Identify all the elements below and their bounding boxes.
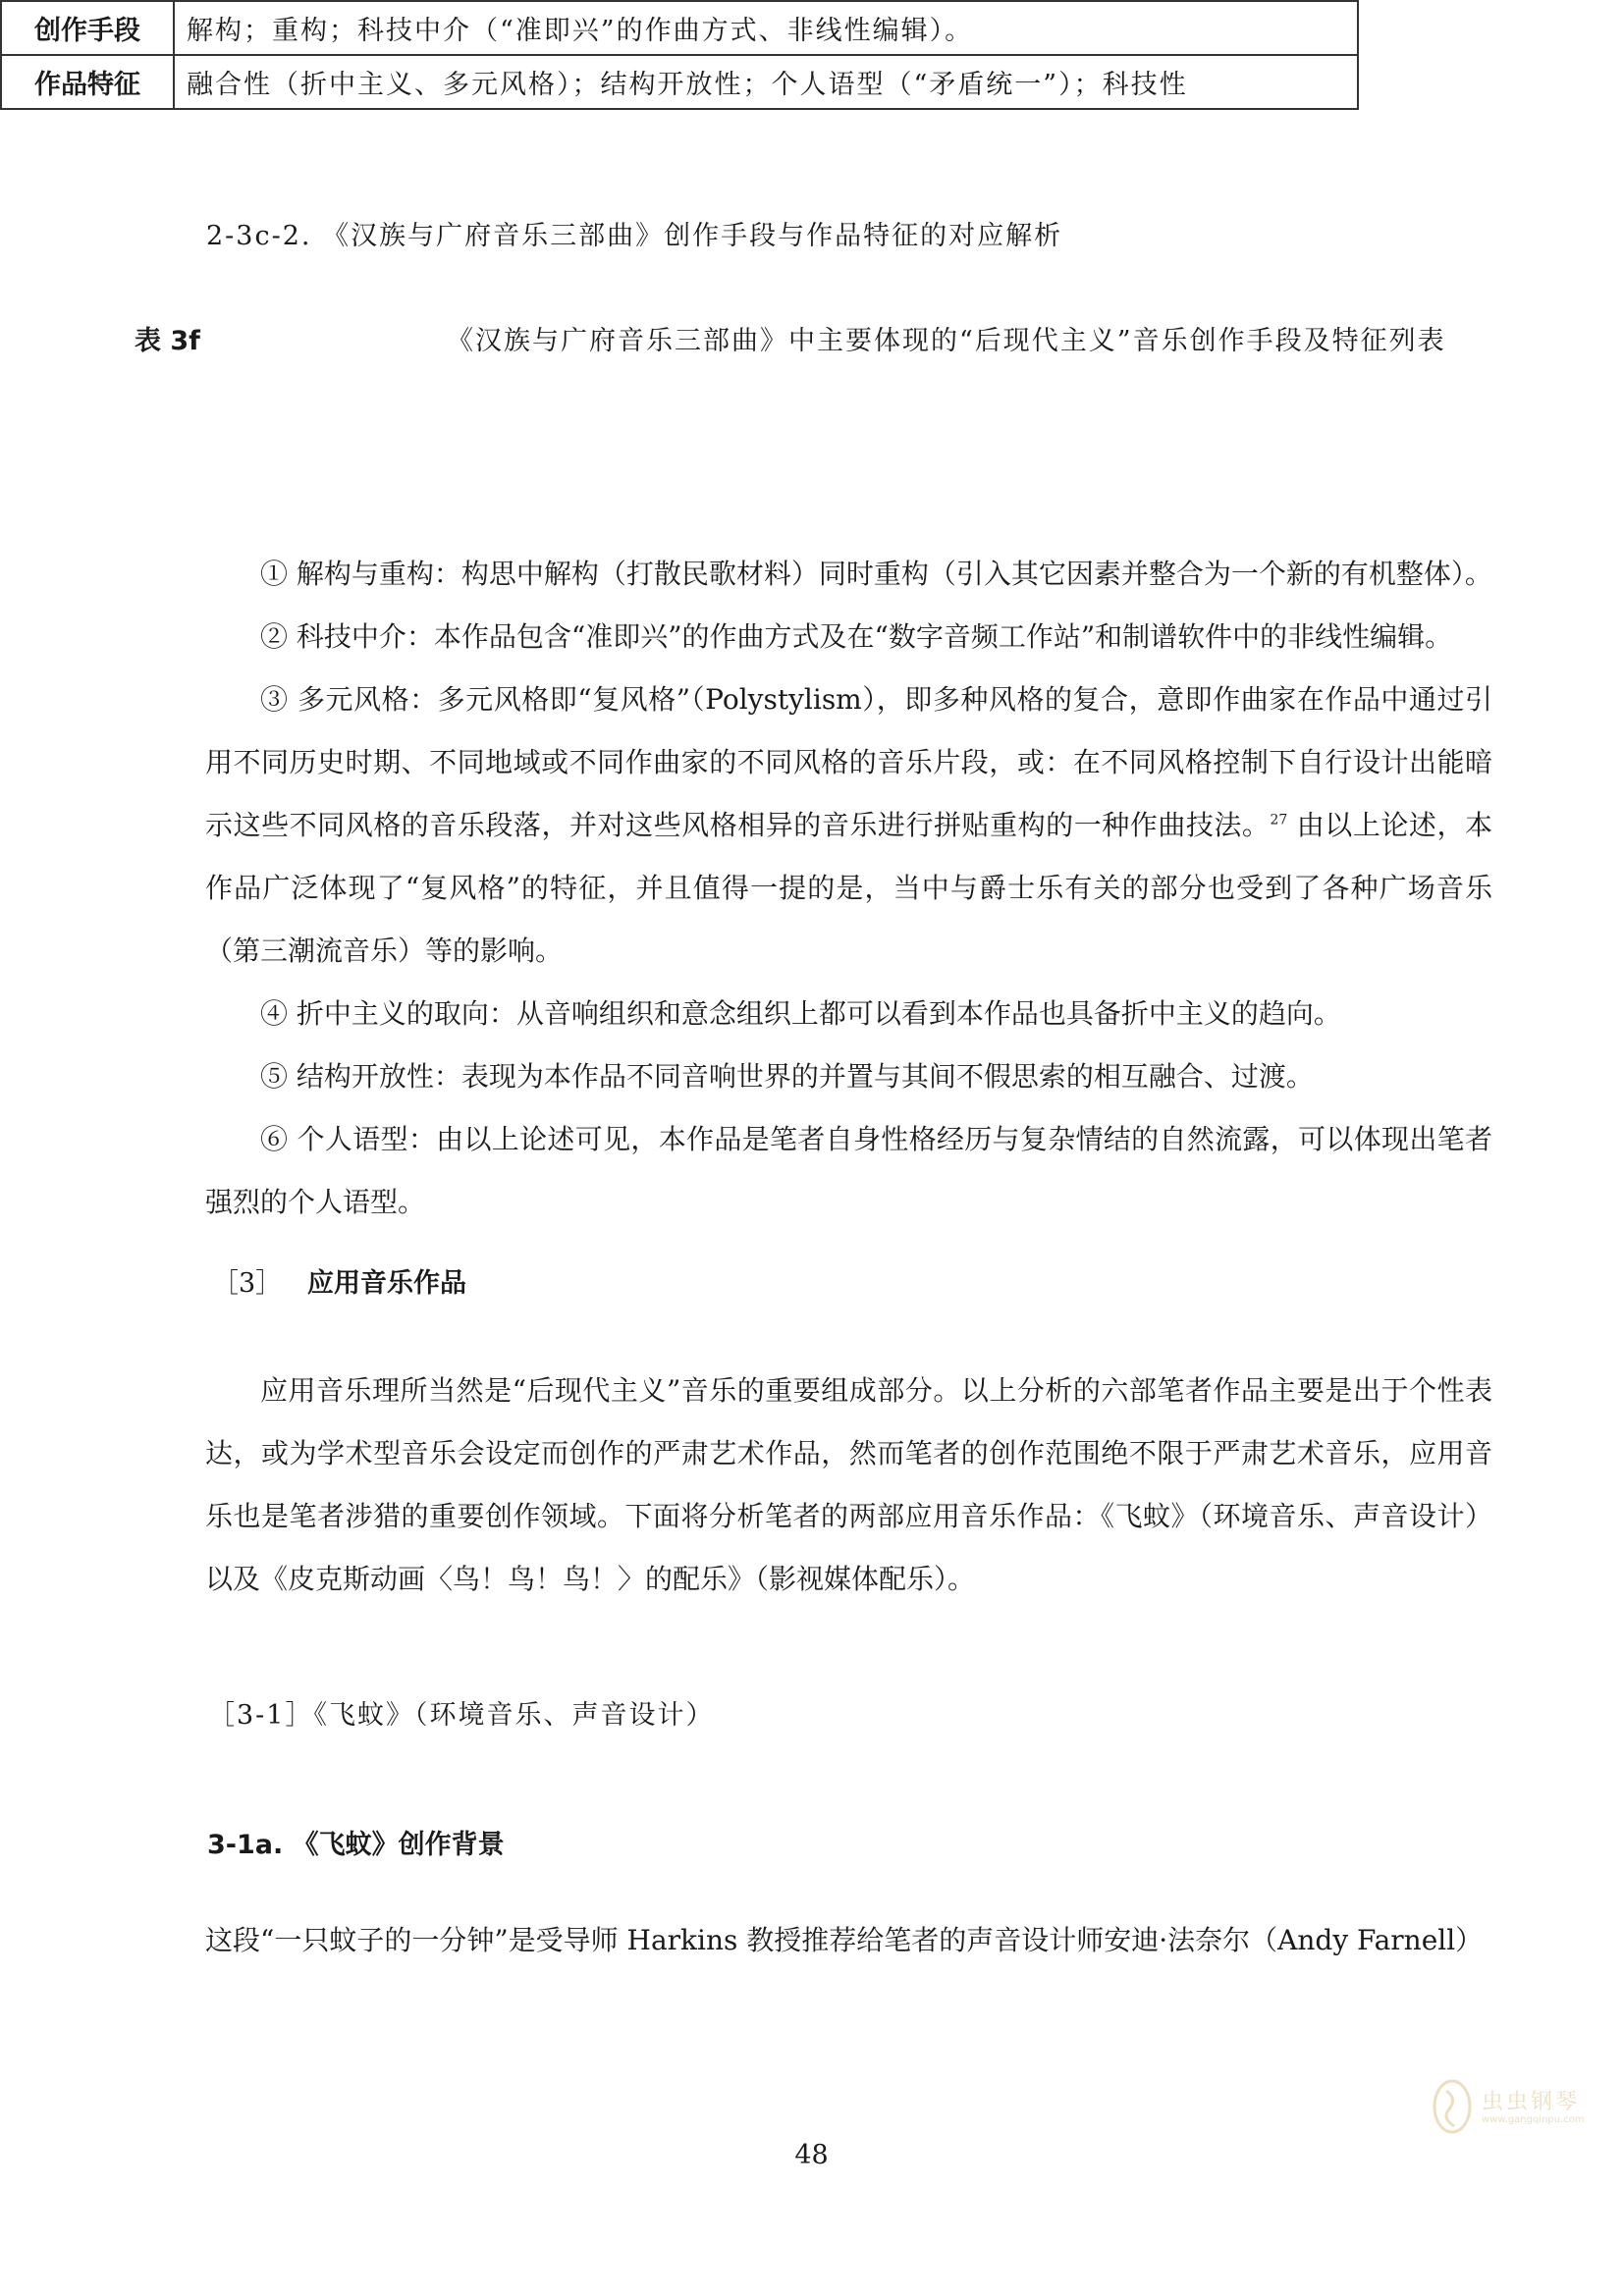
section-3-paragraph: 应用音乐理所当然是“后现代主义”音乐的重要组成部分。以上分析的六部笔者作品主要是出于个性表达，或为学术型音乐会设定而创作的严肃艺术作品，然而笔者的创作范围绝不限于严肃艺术音乐，应用音乐也是笔者涉猎的重要创作领域。下面将分析笔者的两部应用音乐作品：《飞蚊》（环境音乐、声音设计）以及《皮克斯动画〈鸟！鸟！鸟！〉的配乐》（影视媒体配乐）。	[205, 1374, 1492, 1595]
table-row-content: 融合性（折中主义、多元风格）；结构开放性；个人语型（“矛盾统一”）；科技性	[174, 55, 1358, 109]
section-3-title: 应用音乐作品	[307, 1268, 466, 1299]
section-3-label: ［3］	[212, 1268, 283, 1299]
points-list	[205, 543, 1492, 1234]
section-3-1a-paragraph: 这段“一只蚊子的一分钟”是受导师 Harkins 教授推荐给笔者的声音设计师安迪·法奈尔（Andy Farnell）	[205, 1924, 1484, 1956]
footnote-ref[interactable]: 27	[1270, 812, 1288, 828]
table-caption-label: 表 3f	[135, 326, 200, 356]
piano-logo-icon	[1429, 2077, 1476, 2136]
section-heading: 2-3c-2. 《汉族与广府音乐三部曲》创作手段与作品特征的对应解析	[206, 221, 1063, 251]
watermark-url: www.gangqinpu.com	[1482, 2114, 1585, 2125]
watermark-logo	[1429, 2071, 1605, 2150]
page-number: 48	[794, 2140, 829, 2170]
watermark-text: 虫虫钢琴	[1482, 2090, 1581, 2114]
point-1: ① 解构与重构：构思中解构（打散民歌材料）同时重构（引入其它因素并整合为一个新的有机整体）。	[260, 558, 1492, 590]
point-2: ② 科技中介：本作品包含“准即兴”的作曲方式及在“数字音频工作站”和制谱软件中的非线性编辑。	[260, 620, 1453, 653]
summary-table	[0, 0, 1359, 110]
table-caption-title: 《汉族与广府音乐三部曲》中主要体现的“后现代主义”音乐创作手段及特征列表	[447, 326, 1446, 356]
section-3-body	[205, 1360, 1492, 1611]
section-3-1a-heading: 3-1a. 《飞蚊》创作背景	[207, 1830, 505, 1860]
section-3-1-heading: ［3-1］《飞蚊》（环境音乐、声音设计）	[208, 1700, 715, 1731]
point-4: ④ 折中主义的取向：从音响组织和意念组织上都可以看到本作品也具备折中主义的趋向。	[260, 997, 1341, 1030]
section-3-1a-body	[205, 1909, 1492, 1972]
point-5: ⑤ 结构开放性：表现为本作品不同音响世界的并置与其间不假思索的相互融合、过渡。	[260, 1060, 1314, 1093]
point-3-text: ③ 多元风格：多元风格即“复风格”（Polystylism），即多种风格的复合，意即作曲家在作品中通过引用不同历史时期、不同地域或不同作曲家的不同风格的音乐片段，或：在不同风格控制下自行设计出能暗示这些不同风格的音乐段落，并对这些风格相异的音乐进行拼贴重构的一种作曲技法。	[205, 683, 1492, 841]
table-row-label: 创作手段	[1, 1, 174, 55]
table-row-content: 解构；重构；科技中介（“准即兴”的作曲方式、非线性编辑）。	[174, 1, 1358, 55]
table-row	[1, 1, 1358, 55]
table-row	[1, 55, 1358, 109]
point-3-continuation: 由以上论述，本作品广泛体现了“复风格”的特征，并且值得一提的是，当中与爵士乐有关的部分也受到了各种广场音乐（第三潮流音乐）等的影响。	[205, 809, 1492, 967]
point-3	[205, 668, 1492, 983]
table-row-label: 作品特征	[1, 55, 174, 109]
point-6: ⑥ 个人语型：由以上论述可见，本作品是笔者自身性格经历与复杂情结的自然流露，可以体现出笔者强烈的个人语型。	[205, 1123, 1492, 1218]
